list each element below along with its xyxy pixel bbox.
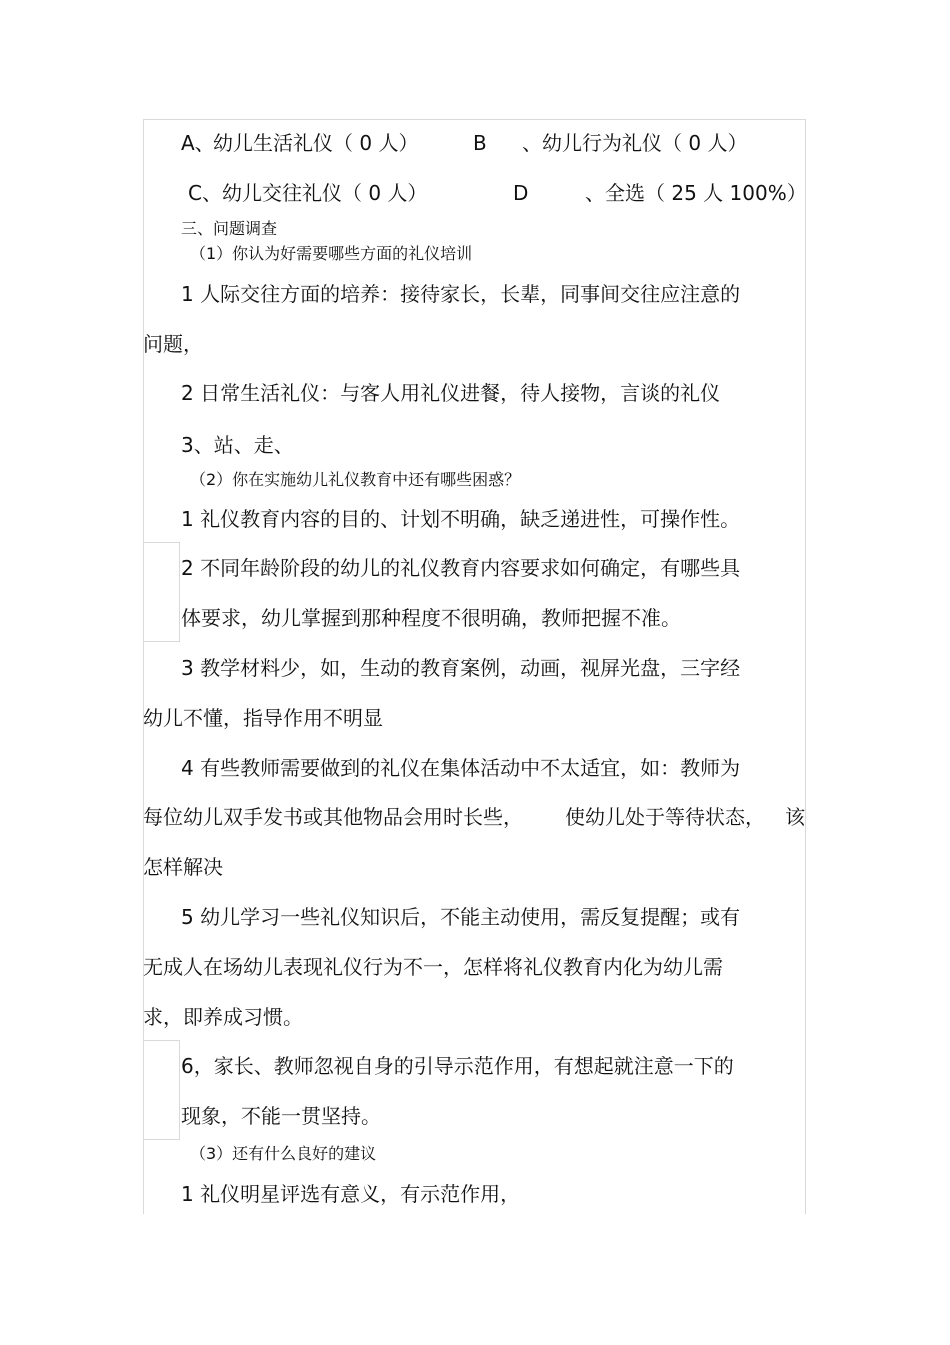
answer-line: 2 不同年龄阶段的幼儿的礼仪教育内容要求如何确定，有哪些具: [181, 556, 741, 580]
margin-bracket: [143, 1040, 180, 1140]
section-title: 三、问题调查: [181, 219, 278, 238]
answer-line: 现象，不能一贯坚持。: [181, 1104, 381, 1128]
answer-line: 使幼儿处于等待状态，: [565, 805, 765, 829]
question-2-heading: （2）你在实施幼儿礼仪教育中还有哪些困惑？: [190, 470, 521, 489]
answer-line: 1 礼仪明星评选有意义，有示范作用，: [181, 1182, 521, 1206]
answer-line: 无成人在场幼儿表现礼仪行为不一，怎样将礼仪教育内化为幼儿需: [143, 955, 723, 979]
option-b-prefix: B: [473, 131, 487, 155]
option-a-prefix: A、: [181, 131, 215, 155]
answer-line: 求，即养成习惯。: [143, 1005, 303, 1029]
answer-line: 1 礼仪教育内容的目的、计划不明确，缺乏递进性，可操作性。: [181, 507, 741, 531]
answer-line: 4 有些教师需要做到的礼仪在集体活动中不太适宜，如：教师为: [181, 756, 741, 780]
page-frame-right: [805, 119, 806, 1214]
answer-line: 问题，: [143, 332, 203, 356]
option-d-text: 、全选（ 25 人 100%）: [585, 181, 807, 205]
option-c-text: C、幼儿交往礼仪（ 0 人）: [188, 181, 428, 205]
answer-line: 6，家长、教师忽视自身的引导示范作用，有想起就注意一下的: [181, 1054, 734, 1078]
question-1-heading: （1）你认为好需要哪些方面的礼仪培训: [190, 244, 473, 263]
option-d-prefix: D: [513, 181, 529, 205]
answer-line: 幼儿不懂，指导作用不明显: [143, 706, 383, 730]
answer-line: 2 日常生活礼仪：与客人用礼仪进餐，待人接物，言谈的礼仪: [181, 381, 721, 405]
answer-line: 怎样解决: [143, 855, 223, 879]
answer-line: 3、站、走、: [181, 433, 294, 457]
answer-line: 1 人际交往方面的培养：接待家长，长辈，同事间交往应注意的: [181, 282, 741, 306]
page-frame-top: [143, 119, 806, 120]
answer-line: 3 教学材料少，如，生动的教育案例，动画，视屏光盘，三字经: [181, 656, 741, 680]
answer-line: 5 幼儿学习一些礼仪知识后，不能主动使用，需反复提醒；或有: [181, 905, 741, 929]
answer-line: 体要求，幼儿掌握到那种程度不很明确，教师把握不准。: [181, 606, 681, 630]
answer-line: 该: [785, 805, 805, 829]
option-a-text: 幼儿生活礼仪（ 0 人）: [213, 131, 419, 155]
answer-line: 每位幼儿双手发书或其他物品会用时长些，: [143, 805, 523, 829]
margin-bracket: [143, 542, 180, 642]
question-3-heading: （3）还有什么良好的建议: [190, 1144, 377, 1163]
option-b-text: 、幼儿行为礼仪（ 0 人）: [522, 131, 748, 155]
